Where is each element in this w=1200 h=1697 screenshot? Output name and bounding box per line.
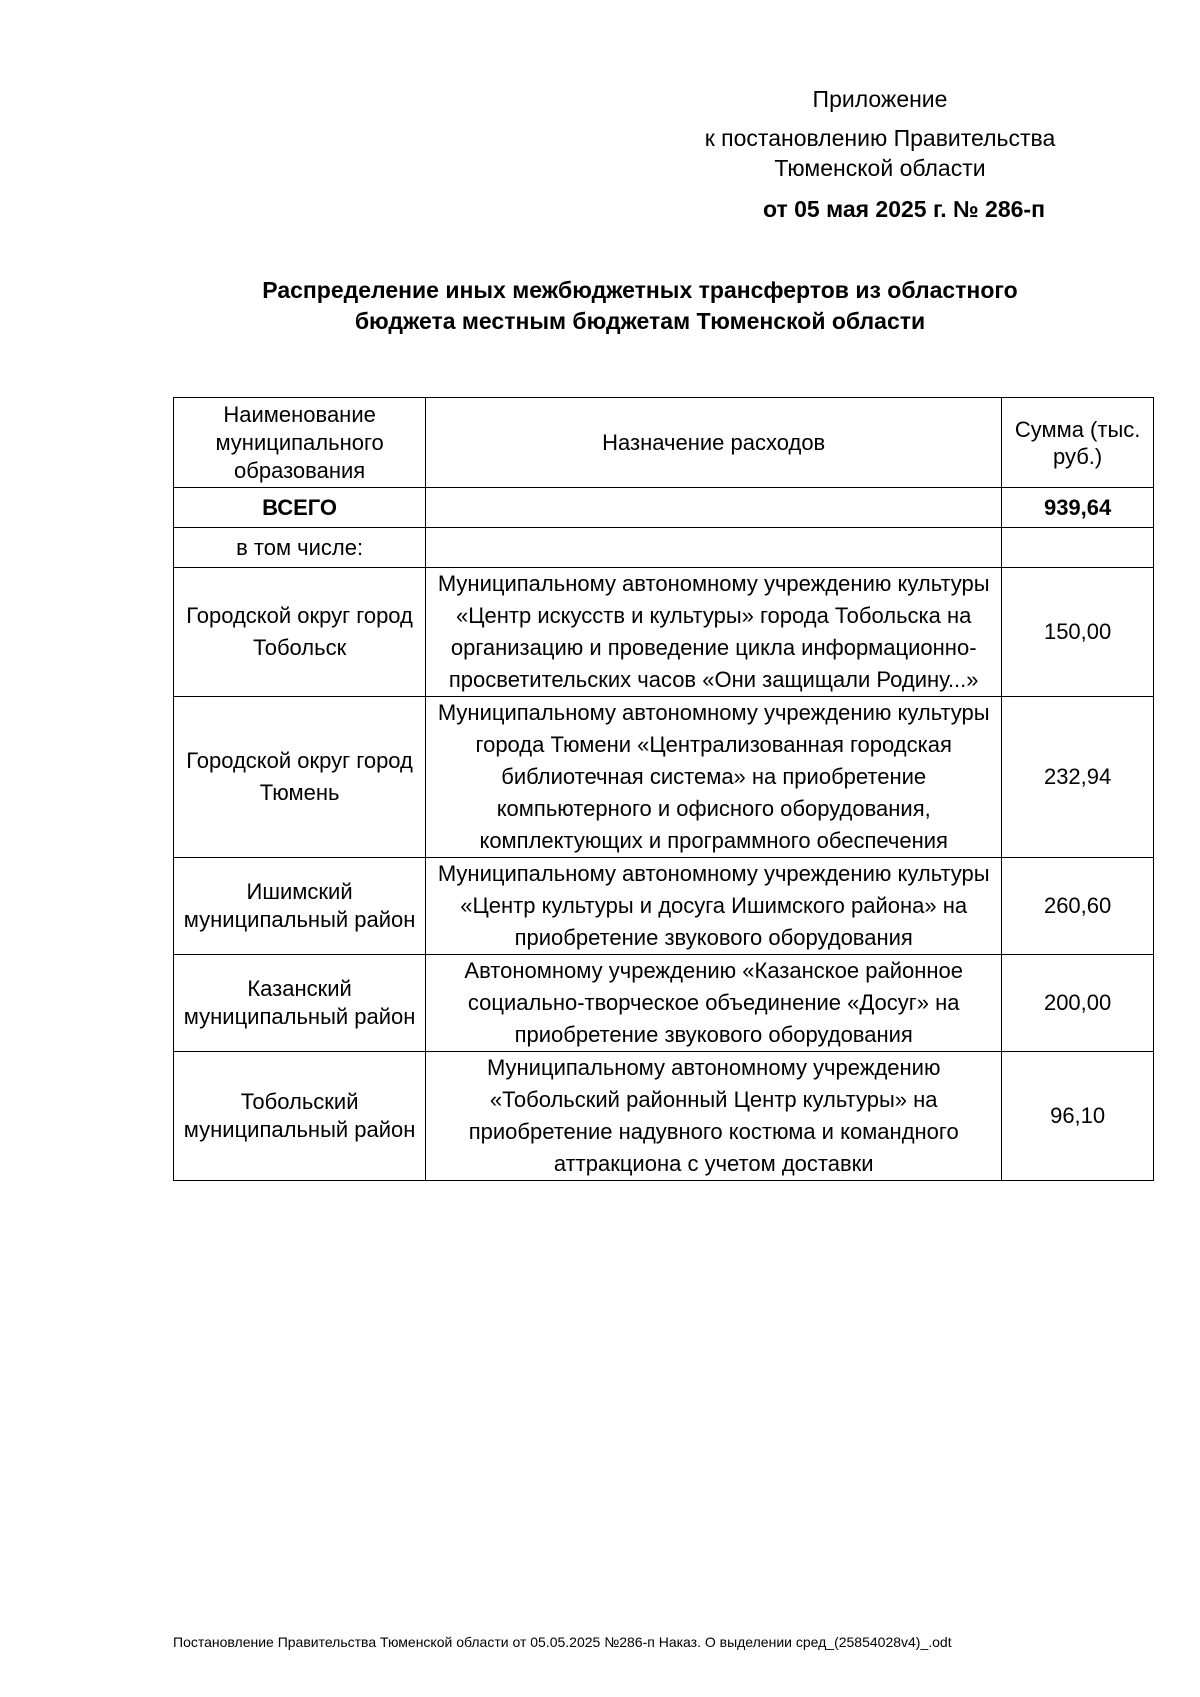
row-purpose: Муниципальному автономному учреждению культуры «Центр культуры и досуга Ишимского района» на приобретение звукового оборудования [426, 858, 1002, 955]
appendix-block [668, 84, 1088, 224]
document-title-line-1: Распределение иных межбюджетных трансфертов из областного [262, 277, 1018, 303]
decree-date: от 05 мая 2025 г. № 286-п [763, 196, 1045, 222]
table-row [174, 697, 1154, 858]
row-sum: 96,10 [1002, 1052, 1154, 1181]
transfers-table [173, 397, 1154, 1181]
appendix-title: Приложение [812, 86, 948, 112]
total-purpose-empty [426, 488, 1002, 528]
total-label: ВСЕГО [174, 488, 426, 528]
document-title-line-2: бюджета местным бюджетам Тюменской области [354, 308, 926, 334]
header-sum: Сумма (тыс. руб.) [1002, 398, 1154, 488]
decree-line-1: к постановлению Правительства [704, 125, 1056, 151]
table-including-row [174, 528, 1154, 568]
row-sum: 232,94 [1002, 697, 1154, 858]
table-row [174, 955, 1154, 1052]
including-sum-empty [1002, 528, 1154, 568]
header-purpose: Назначение расходов [426, 398, 1002, 488]
row-name: Казанский муниципальный район [174, 955, 426, 1052]
row-sum: 150,00 [1002, 568, 1154, 697]
row-purpose: Муниципальному автономному учреждению «Тобольский районный Центр культуры» на приобретение надувного костюма и командного аттракциона с учетом доставки [426, 1052, 1002, 1181]
row-name: Городской округ город Тюмень [174, 697, 426, 858]
including-label: в том числе: [174, 528, 426, 568]
table-row [174, 1052, 1154, 1181]
decree-line-2: Тюменской области [774, 155, 986, 181]
table-row [174, 858, 1154, 955]
row-name: Тобольский муниципальный район [174, 1052, 426, 1181]
row-purpose: Муниципальному автономному учреждению культуры города Тюмени «Централизованная городская библиотечная система» на приобретение компьютерного и офисного оборудования, комплектующих и программного обеспечения [426, 697, 1002, 858]
document-title [190, 275, 1090, 337]
including-purpose-empty [426, 528, 1002, 568]
header-name: Наименование муниципального образования [174, 398, 426, 488]
row-name: Ишимский муниципальный район [174, 858, 426, 955]
table-header-row [174, 398, 1154, 488]
row-sum: 200,00 [1002, 955, 1154, 1052]
row-purpose: Автономному учреждению «Казанское районное социально-творческое объединение «Досуг» на приобретение звукового оборудования [426, 955, 1002, 1052]
row-sum: 260,60 [1002, 858, 1154, 955]
row-purpose: Муниципальному автономному учреждению культуры «Центр искусств и культуры» города Тобольска на организацию и проведение цикла информационно-просветительских часов «Они защищали Родину...» [426, 568, 1002, 697]
row-name: Городской округ город Тобольск [174, 568, 426, 697]
document-footer: Постановление Правительства Тюменской области от 05.05.2025 №286-п Наказ. О выделении сред_(25854028v4)_.odt [173, 1634, 952, 1650]
total-value: 939,64 [1002, 488, 1154, 528]
table-row [174, 568, 1154, 697]
table-total-row [174, 488, 1154, 528]
